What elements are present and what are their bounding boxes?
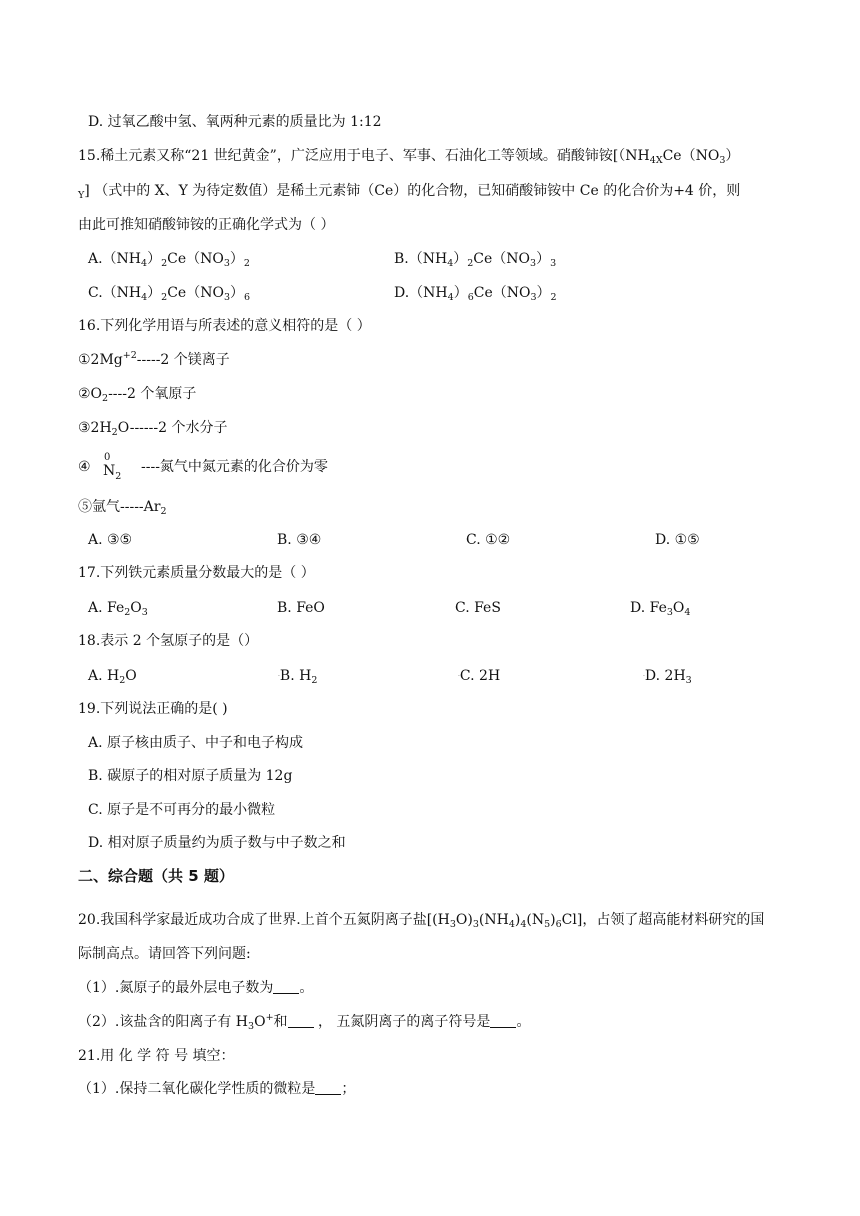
q20-sub2-blank-1[interactable]	[288, 1013, 314, 1028]
section-2-title: 二、综合题（共 5 题）	[78, 867, 234, 885]
q15-option-d-text: D.（NH	[394, 285, 448, 301]
q16-item2-b: ----2 个氧原子	[108, 386, 197, 402]
q15-stem-line1: 15.稀土元素又称“21 世纪黄金”，广泛应用于电子、军事、石油化工等领域。硝酸铈铵[（$NH_{4X}Ce(NO_3)$	[78, 148, 740, 166]
q20-line1d: )	[514, 912, 521, 928]
q19-option-c	[88, 800, 275, 820]
q20-line1c: (NH	[478, 912, 509, 928]
q17-option-d: D. $Fe_3O_4$	[630, 600, 691, 618]
q19-option-d	[88, 833, 346, 853]
q16-option-d	[655, 530, 700, 550]
q16-option-a-text: A. ③⑤	[88, 532, 133, 548]
q21-sub-1	[78, 1079, 355, 1099]
q20-sub2-b: O	[254, 1014, 266, 1030]
q20-sub-2: （2）.该盐含的阳离子有 $H_3O^+$和 ， 五氮阴离子的离子符号是 。	[78, 1012, 531, 1032]
q15-stem-line2: $_Y$] （式中的 X、Y 为待定数值）是稀土元素铈（Ce）的化合物，已知硝酸铈铵中 Ce 的化合价为+4 价，则	[78, 183, 741, 201]
q16-item4-b: ----氮气中氮元素的化合价为零	[141, 459, 328, 475]
q16-option-d-text: D. ①⑤	[655, 532, 700, 548]
q17-stem	[78, 563, 315, 583]
q21-sub1-blank[interactable]	[315, 1080, 341, 1095]
q15-option-b-text: B.（NH	[394, 251, 448, 267]
q17-option-a: A. $Fe_2O_3$	[88, 600, 148, 618]
q15-option-b: $B.(NH_4)_2Ce(NO_3)_3$	[394, 251, 557, 269]
q19-stem	[78, 699, 228, 719]
q15-line1-text: 15.稀土元素又称“21 世纪黄金”，广泛应用于电子、军事、石油化工等领域。硝酸铈铵[（NH	[78, 148, 650, 164]
q18-option-d-marker: ·	[643, 673, 645, 680]
q20-sub-1	[78, 978, 313, 998]
q17-option-c	[455, 598, 501, 618]
q20-sub1-blank[interactable]	[273, 979, 299, 994]
q20-stem-line1: 20.我国科学家最近成功合成了世界.上首个五氮阴离子盐$[(H_3O)_3(NH_4)_4(N_5)_6Cl]$，占领了超高能材料研究的国	[78, 912, 765, 930]
q15-stem-line3	[78, 215, 334, 235]
q19-option-c-text: C. 原子是不可再分的最小微粒	[88, 802, 276, 818]
q17-stem-text: 17.下列铁元素质量分数最大的是（ ）	[78, 565, 315, 581]
q16-option-a	[88, 530, 132, 550]
q15-line1b-text: Ce（NO	[662, 148, 720, 164]
q18-option-b: ·B. $H_2$	[278, 668, 318, 686]
q16-item1-charge: +2	[122, 350, 137, 361]
q18-option-b-text: B. H	[279, 668, 312, 684]
q15-line3-text: 由此可推知硝酸铈铵的正确化学式为（ ）	[78, 217, 335, 233]
q19-option-b	[88, 766, 292, 786]
q20-line2-text: 际制高点。请回答下列问题:	[78, 946, 251, 962]
q16-item2-a: ②O	[78, 386, 103, 402]
q15-option-a-text: A.（NH	[88, 251, 142, 267]
q20-line1f: )	[550, 912, 556, 928]
q16-item1-a: ①2Mg	[78, 352, 123, 368]
q16-item4-valence: 0	[104, 452, 111, 463]
q17-option-c-text: C. FeS	[455, 600, 501, 616]
q17-option-b	[277, 598, 325, 618]
q16-item-5	[78, 497, 167, 517]
q14-option-d	[88, 112, 382, 132]
q17-option-b-text: B. FeO	[277, 600, 325, 616]
q16-item3-b: O------2 个水分子	[117, 420, 228, 436]
q18-option-c-marker: ·	[458, 673, 460, 680]
q19-option-b-text: B. 碳原子的相对原子质量为 12g	[88, 768, 293, 784]
q21-stem	[78, 1046, 235, 1066]
q20-sub1-text: （1）.氮原子的最外层电子数为	[78, 980, 274, 996]
q15-line2-text: ] （式中的 X、Y 为待定数值）是稀土元素铈（Ce）的化合物，已知硝酸铈铵中 Ce 的化合价为+4 价，则	[84, 183, 741, 199]
q16-item4-symbol	[103, 463, 122, 482]
q15-option-c-text: C.（NH	[88, 285, 142, 301]
q19-option-a-text: A. 原子核由质子、中子和电子构成	[88, 735, 304, 751]
q15-option-d: $D.(NH_4)_6Ce(NO_3)_2$	[394, 285, 557, 303]
q16-item-2: $②O_2----2$ 个氧原子	[78, 386, 197, 404]
q18-option-a-text: A. H	[88, 668, 120, 684]
q16-item-3: $③2H_2O------2$ 个水分子	[78, 420, 228, 438]
q16-item5-sub: 2	[160, 506, 167, 517]
q17-option-a-text: A. Fe	[88, 600, 125, 616]
q19-stem-text: 19.下列说法正确的是( )	[78, 701, 228, 717]
q20-line1b: O)	[455, 912, 473, 928]
q18-option-d: ·D. $2H_3$	[643, 668, 692, 686]
q21-stem-text: 21.用 化 学 符 号 填空：	[78, 1048, 235, 1064]
q18-option-c-text: C. 2H	[459, 668, 501, 684]
q14-option-d-text: D. 过氧乙酸中氢、氧两种元素的质量比为 1:12	[88, 114, 382, 130]
q20-sub2-end: 。	[516, 1014, 531, 1030]
q16-item-4-text	[141, 457, 328, 477]
q16-item4-sub: 2	[115, 471, 122, 482]
q15-option-a: $A.(NH_4)_2Ce(NO_3)_2$	[88, 251, 250, 269]
q20-line1e: (N	[526, 912, 545, 928]
q20-line1g: Cl]，占领了超高能材料研究的国	[561, 912, 765, 928]
q16-stem-text: 16.下列化学用语与所表述的意义相符的是（ ）	[78, 318, 371, 334]
q19-option-d-text: D. 相对原子质量约为质子数与中子数之和	[88, 835, 346, 851]
q18-option-c	[458, 666, 500, 687]
section-2-heading	[78, 866, 234, 886]
q16-option-b-text: B. ③④	[277, 532, 322, 548]
q18-stem-text: 18.表示 2 个氢原子的是（）	[78, 633, 259, 649]
q16-item-4-label	[78, 457, 91, 477]
q20-sub1-end: 。	[299, 980, 314, 996]
q15-line1c-text: ）	[725, 148, 740, 164]
q18-option-a: A. $H_2O$	[88, 668, 137, 686]
q16-item4-a: ④	[78, 459, 91, 475]
q16-option-c	[466, 530, 510, 550]
q18-option-b-marker: ·	[278, 673, 280, 680]
q16-item5-a: ⑤氩气-----Ar	[78, 499, 161, 515]
q20-sub2-a: （2）.该盐含的阳离子有 H	[78, 1014, 249, 1030]
q16-item1-b: -----2 个镁离子	[136, 352, 230, 368]
q17-option-d-text: D. Fe	[630, 600, 667, 616]
q20-line1-text: 20.我国科学家最近成功合成了世界.上首个五氮阴离子盐[(H	[78, 912, 450, 928]
q20-sub2-blank-2[interactable]	[490, 1013, 516, 1028]
q21-sub1-text: （1）.保持二氧化碳化学性质的微粒是	[78, 1081, 316, 1097]
q20-stem-line2	[78, 944, 251, 964]
q16-item3-a: ③2H	[78, 420, 112, 436]
q19-option-a	[88, 733, 303, 753]
q20-sub2-c: 和	[273, 1014, 288, 1030]
q16-stem	[78, 316, 371, 336]
q16-item-4-formula	[103, 453, 133, 483]
q16-option-b	[277, 530, 321, 550]
q15-option-c: $C.(NH_4)_2Ce(NO_3)_6$	[88, 285, 251, 303]
q21-sub1-end: ；	[341, 1081, 356, 1097]
q20-sub2-d: ， 五氮阴离子的离子符号是	[313, 1014, 491, 1030]
q16-item-1	[78, 350, 230, 370]
q18-stem	[78, 631, 258, 651]
q16-item4-n: N	[103, 463, 116, 479]
q18-option-d-text: D. 2H	[644, 668, 686, 684]
q16-option-c-text: C. ①②	[466, 532, 511, 548]
